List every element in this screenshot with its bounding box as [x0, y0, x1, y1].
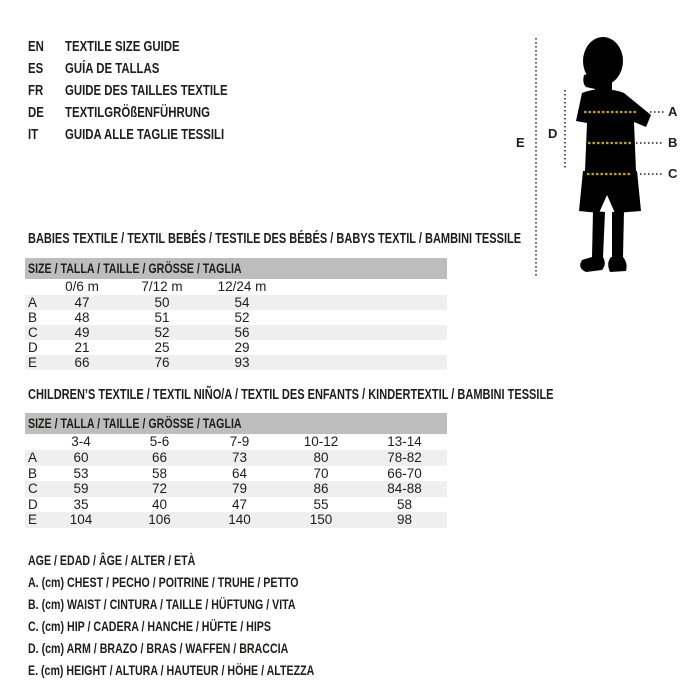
children-section-title: CHILDREN’S TEXTILE / TEXTIL NIÑO/A / TEXTIL DES ENFANTS / KINDERTEXTIL / BAMBINI TESSILE	[28, 387, 554, 403]
language-code: DE	[28, 104, 44, 121]
cell: 29	[234, 339, 250, 355]
table-row	[25, 310, 447, 325]
cell: 54	[234, 294, 250, 310]
cell: 58	[151, 465, 168, 481]
cell: 21	[74, 339, 90, 355]
row-label: E	[28, 354, 38, 370]
row-label: A	[28, 450, 38, 465]
cell: 56	[234, 324, 250, 340]
cell: 59	[73, 481, 89, 496]
column-header: 0/6 m	[65, 279, 99, 295]
figure-label-height: E	[516, 135, 525, 150]
figure-label-waist: B	[668, 135, 678, 150]
babies-size-table	[25, 258, 447, 370]
cell: 140	[228, 512, 251, 527]
cell: 52	[154, 324, 170, 340]
language-title: TEXTILGRÖßENFÜHRUNG	[65, 104, 211, 121]
children-size-table	[25, 413, 447, 528]
row-label: B	[28, 465, 38, 481]
row-label: E	[28, 512, 38, 527]
babies-column-header-row	[25, 279, 447, 295]
column-header: 7/12 m	[141, 279, 183, 295]
table-row	[25, 355, 447, 370]
cell: 86	[313, 481, 329, 496]
cell: 58	[396, 496, 413, 512]
legend-item-chest: A. (cm) CHEST / PECHO / POITRINE / TRUHE / PETTO	[28, 574, 299, 590]
cell: 72	[151, 481, 168, 496]
babies-section-title: BABIES TEXTILE / TEXTIL BEBÉS / TESTILE DES BÉBÉS / BABYS TEXTIL / BAMBINI TESSILE	[28, 231, 522, 247]
cell: 66-70	[387, 465, 422, 481]
cell: 104	[69, 512, 93, 527]
language-code: IT	[28, 126, 39, 143]
cell: 66	[151, 450, 168, 465]
cell: 51	[154, 309, 170, 325]
cell: 150	[309, 512, 333, 527]
cell: 106	[148, 512, 171, 527]
measurement-legend	[28, 549, 405, 681]
figure-label-hip: C	[668, 166, 678, 181]
table-row	[25, 325, 447, 340]
cell: 47	[74, 294, 90, 310]
cell: 79	[231, 481, 248, 496]
language-title: GUIDE DES TAILLES TEXTILE	[65, 82, 228, 99]
legend-item-waist: B. (cm) WAIST / CINTURA / TAILLE / HÜFTUNG / VITA	[28, 596, 296, 612]
cell: 52	[234, 309, 250, 325]
cell: 49	[74, 324, 90, 340]
legend-item-arm: D. (cm) ARM / BRAZO / BRAS / WAFFEN / BRACCIA	[28, 640, 289, 656]
children-column-header-row	[25, 434, 447, 450]
cell: 40	[151, 496, 168, 512]
row-label: B	[28, 309, 38, 325]
row-label: A	[28, 294, 38, 310]
table-row	[25, 481, 447, 497]
column-header: 13-14	[387, 434, 422, 450]
cell: 25	[154, 339, 170, 355]
cell: 64	[231, 465, 248, 481]
language-title: GUÍA DE TALLAS	[65, 60, 160, 77]
size-table-header-bar: SIZE / TALLA / TAILLE / GRÖSSE / TAGLIA	[25, 413, 447, 434]
column-header: 3-4	[71, 434, 91, 450]
cell: 35	[73, 496, 89, 512]
table-row	[25, 450, 447, 466]
column-header: 10-12	[303, 434, 339, 450]
figure-label-arm: D	[548, 126, 558, 141]
cell: 50	[154, 294, 170, 310]
cell: 76	[154, 354, 170, 370]
table-row	[25, 466, 447, 482]
language-code: EN	[28, 38, 44, 55]
legend-item-height: E. (cm) HEIGHT / ALTURA / HAUTEUR / HÖHE / ALTEZZA	[28, 662, 315, 678]
cell: 78-82	[387, 450, 422, 465]
table-row	[25, 512, 447, 528]
language-title: GUIDA ALLE TAGLIE TESSILI	[65, 126, 225, 143]
table-row	[25, 497, 447, 513]
cell: 55	[313, 496, 329, 512]
cell: 93	[234, 354, 250, 370]
row-label: D	[28, 339, 38, 355]
table-row	[25, 295, 447, 310]
cell: 48	[74, 309, 90, 325]
row-label: C	[28, 324, 38, 340]
legend-age: AGE / EDAD / ÂGE / ALTER / ETÀ	[28, 552, 196, 568]
row-label: D	[28, 496, 38, 512]
cell: 98	[396, 512, 413, 527]
language-code: ES	[28, 60, 44, 77]
size-table-header-bar: SIZE / TALLA / TAILLE / GRÖSSE / TAGLIA	[25, 258, 447, 279]
cell: 66	[74, 354, 90, 370]
table-row	[25, 340, 447, 355]
size-figure	[500, 25, 700, 300]
column-header: 5-6	[149, 434, 170, 450]
legend-item-hip: C. (cm) HIP / CADERA / HANCHE / HÜFTE / HIPS	[28, 618, 271, 634]
row-label: C	[28, 481, 38, 496]
cell: 80	[313, 450, 329, 465]
column-header: 12/24 m	[217, 279, 267, 295]
language-code: FR	[28, 82, 44, 99]
cell: 53	[73, 465, 89, 481]
language-title: TEXTILE SIZE GUIDE	[65, 38, 180, 55]
cell: 73	[231, 450, 248, 465]
cell: 47	[231, 496, 248, 512]
cell: 84-88	[387, 481, 422, 496]
cell: 60	[73, 450, 89, 465]
figure-label-chest: A	[668, 104, 678, 119]
cell: 70	[313, 465, 329, 481]
column-header: 7-9	[229, 434, 250, 450]
